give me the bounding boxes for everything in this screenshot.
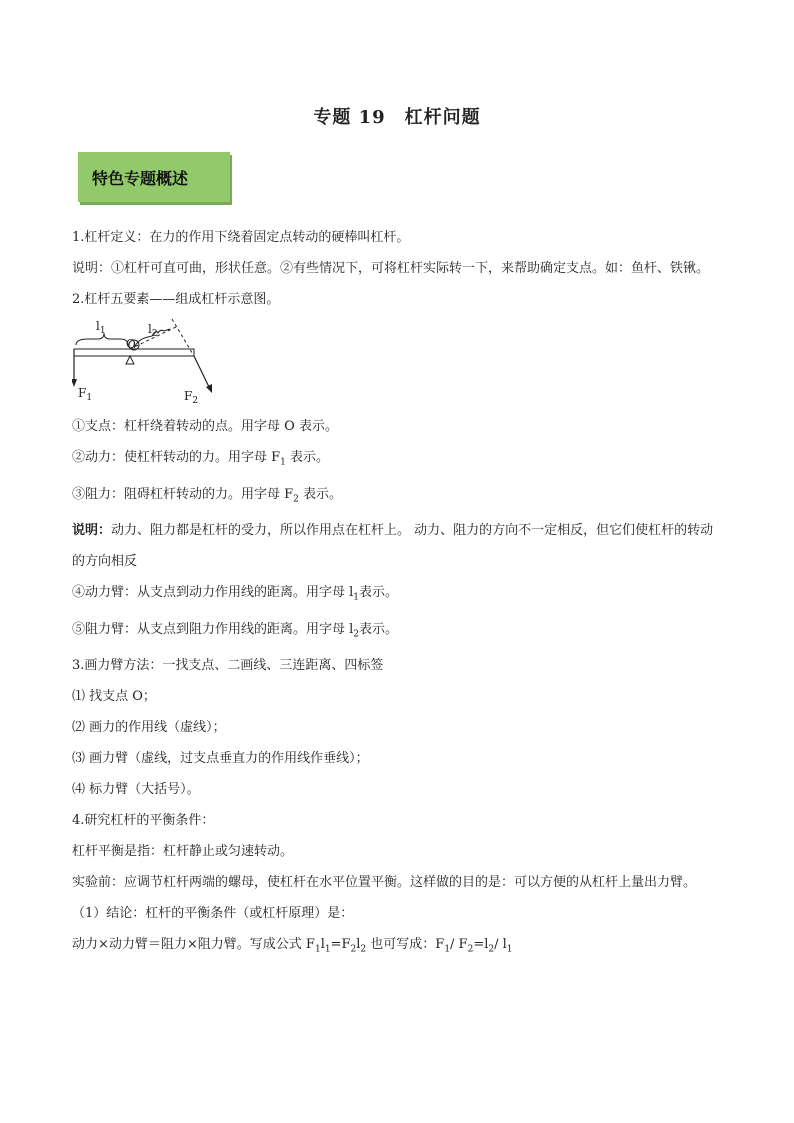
lever-diagram-svg bbox=[72, 315, 272, 411]
f2-action-line bbox=[172, 319, 194, 356]
lever-diagram bbox=[72, 315, 724, 411]
resistance-line: ③阻力：阻碍杠杆转动的力。用字母 $F_2$ 表示。 bbox=[72, 486, 343, 505]
l2-label: $l_2$ bbox=[148, 322, 158, 339]
section-banner: 特色专题概述 bbox=[78, 152, 230, 202]
l1-label: $l_1$ bbox=[96, 319, 106, 336]
step-1: ⑴ 找支点 O； bbox=[72, 689, 156, 705]
fulcrum-triangle bbox=[126, 356, 134, 364]
effort-arm-line: ④动力臂：从支点到动力作用线的距离。用字母 $l_1$表示。 bbox=[72, 585, 399, 603]
step-4: ⑷ 标力臂（大括号）。 bbox=[72, 782, 200, 798]
balance-heading: 4.研究杠杆的平衡条件： bbox=[72, 813, 215, 829]
definition-line: 1.杠杆定义：在力的作用下绕着固定点转动的硬棒叫杠杆。 bbox=[72, 230, 410, 245]
conclusion-heading: （1）结论：杠杆的平衡条件（或杠杆原理）是： bbox=[72, 906, 354, 922]
content bbox=[72, 222, 724, 966]
effort-line: ②动力：使杠杆转动的力。用字母 $F_1$ 表示。 bbox=[72, 450, 330, 468]
balance-definition: 杠杆平衡是指：杠杆静止或匀速转动。 bbox=[72, 844, 294, 860]
force-note-line: 说明：动力、阻力都是杠杆的受力，所以作用点在杠杆上。 动力、阻力的方向不一定相反，但它们使杠杆的转动的方向相反 bbox=[72, 523, 714, 570]
formula-line: 动力×动力臂＝阻力×阻力臂。写成公式 $F_1l_1=F_2l_2$ 也可写成：$F_1/$ $F_2=l_2/$ $l_1$ bbox=[72, 937, 513, 955]
fulcrum-line: ①支点：杠杆绕着转动的点。用字母 O 表示。 bbox=[72, 419, 338, 434]
o-label: O bbox=[126, 337, 136, 351]
five-elements-line: 2.杠杆五要素——组成杠杆示意图。 bbox=[72, 292, 280, 307]
f2-label: $F_2$ bbox=[184, 389, 199, 406]
step-2: ⑵ 画力的作用线（虚线）； bbox=[72, 720, 226, 736]
resistance-arm-line: ⑤阻力臂：从支点到阻力作用线的距离。用字母 $l_2$表示。 bbox=[72, 621, 399, 640]
method-line: 3.画力臂方法：一找支点、二画线、三连距离、四标签 bbox=[72, 658, 384, 674]
f1-arrow-head bbox=[72, 379, 77, 387]
experiment-note: 实验前：应调节杠杆两端的螺母，使杠杆在水平位置平衡。这样做的目的是：可以方便的从杠杆上量出力臂。 bbox=[72, 875, 697, 891]
f2-arrow-head bbox=[206, 384, 212, 393]
f1-label: $F_1$ bbox=[78, 386, 93, 403]
f2-arrow-line bbox=[194, 356, 210, 389]
step-3: ⑶ 画力臂（虚线，过支点垂直力的作用线作垂线）； bbox=[72, 751, 369, 767]
note-line: 说明：①杠杆可直可曲，形状任意。②有些情况下，可将杠杆实际转一下，来帮助确定支点。如：鱼杆、铁锹。 bbox=[72, 261, 710, 276]
page-title: 专题 19 杠杆问题 bbox=[313, 107, 481, 128]
